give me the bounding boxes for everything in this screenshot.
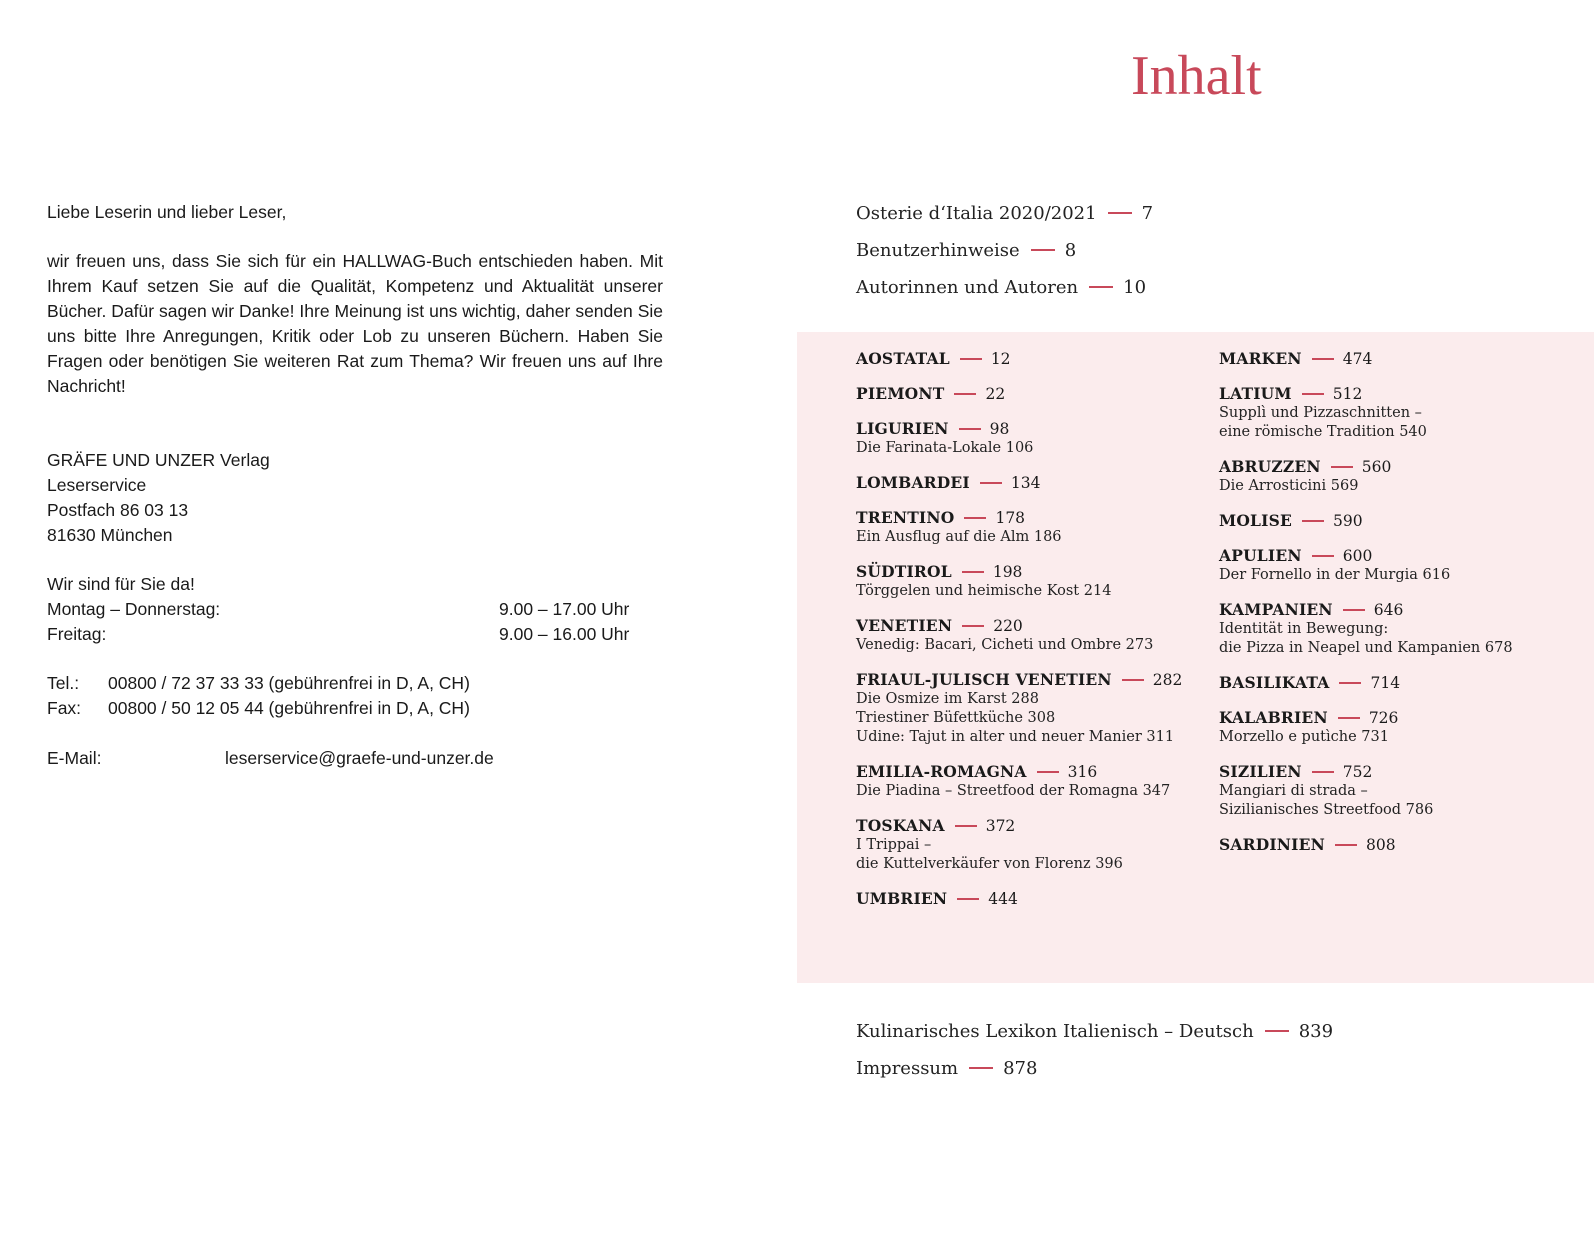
region-entry <box>1219 349 1549 369</box>
tel-row <box>47 671 663 696</box>
region-subentry: Supplì und Pizzaschnitten – <box>1219 405 1422 421</box>
region-heading <box>1219 511 1549 531</box>
region-subentry: Ein Ausflug auf die Alm 186 <box>856 529 1062 545</box>
toc-entry-label: Autorinnen und Autoren <box>856 277 1079 298</box>
weekdays-label: Montag – Donnerstag: <box>47 599 221 619</box>
region-name: APULIEN <box>1219 546 1302 565</box>
dash-divider <box>962 571 984 573</box>
region-name: LIGURIEN <box>856 419 949 438</box>
region-name: MOLISE <box>1219 511 1293 530</box>
region-page: 600 <box>1342 547 1373 565</box>
dash-divider <box>969 1067 993 1069</box>
region-entry <box>856 562 1196 601</box>
region-subentry: Die Osmize im Karst 288 <box>856 691 1039 707</box>
region-entry <box>1219 708 1549 747</box>
region-entry <box>856 508 1196 547</box>
region-subentry: Der Fornello in der Murgia 616 <box>1219 567 1451 583</box>
toc-entry-label: Kulinarisches Lexikon Italienisch – Deutsch <box>856 1021 1254 1042</box>
reader-service-page <box>47 200 663 771</box>
region-entry <box>1219 511 1549 531</box>
region-page: 560 <box>1361 458 1392 476</box>
region-entry <box>1219 835 1549 855</box>
opening-hours <box>47 572 663 647</box>
region-page: 474 <box>1342 350 1373 368</box>
region-name: TOSKANA <box>856 816 945 835</box>
region-entry <box>1219 546 1549 585</box>
region-heading <box>1219 600 1549 620</box>
toc-entry-page: 7 <box>1141 203 1154 224</box>
region-entry <box>1219 600 1549 658</box>
region-heading <box>856 816 1196 836</box>
region-entry <box>856 816 1196 874</box>
toc-front-entry <box>856 202 1153 226</box>
region-page: 372 <box>985 817 1016 835</box>
dash-divider <box>1312 358 1334 360</box>
region-heading <box>1219 673 1549 693</box>
region-heading <box>856 889 1196 909</box>
region-name: FRIAUL-JULISCH VENETIEN <box>856 670 1112 689</box>
toc-back-entry <box>856 1057 1037 1081</box>
region-page: 12 <box>990 350 1011 368</box>
region-subentry: Mangiari di strada – <box>1219 783 1368 799</box>
region-entry <box>1219 762 1549 820</box>
dash-divider <box>1302 520 1324 522</box>
region-name: LATIUM <box>1219 384 1292 403</box>
region-name: AOSTATAL <box>856 349 950 368</box>
region-subentry: die Kuttelverkäufer von Florenz 396 <box>856 856 1123 872</box>
region-name: KALABRIEN <box>1219 708 1328 727</box>
region-heading <box>856 616 1196 636</box>
region-subentry: Identität in Bewegung: <box>1219 621 1389 637</box>
region-subentry: Morzello e putìche 731 <box>1219 729 1389 745</box>
region-name: LOMBARDEI <box>856 473 970 492</box>
region-subentry: Die Farinata-Lokale 106 <box>856 440 1034 456</box>
region-subentry: Triestiner Büfettküche 308 <box>856 710 1056 726</box>
region-subentry: Die Arrosticini 569 <box>1219 478 1359 494</box>
fax-label: Fax: <box>47 698 82 718</box>
dash-divider <box>1031 249 1055 251</box>
region-subentry: Sizilianisches Streetfood 786 <box>1219 802 1434 818</box>
region-name: VENETIEN <box>856 616 953 635</box>
region-page: 646 <box>1373 601 1404 619</box>
region-name: BASILIKATA <box>1219 673 1330 692</box>
region-entry <box>856 349 1196 369</box>
region-subentry: Udine: Tajut in alter und neuer Manier 311 <box>856 729 1175 745</box>
weekdays-time: 9.00 – 17.00 Uhr <box>499 599 630 619</box>
friday-label: Freitag: <box>47 624 107 644</box>
region-heading <box>1219 835 1549 855</box>
region-heading <box>1219 762 1549 782</box>
greeting: Liebe Leserin und lieber Leser, <box>47 202 287 222</box>
region-heading <box>856 473 1196 493</box>
region-entry <box>856 762 1196 801</box>
region-page: 198 <box>992 563 1023 581</box>
dash-divider <box>980 482 1002 484</box>
region-entry <box>1219 457 1549 496</box>
tel-value: 00800 / 72 37 33 33 (gebührenfrei in D, A, CH) <box>108 673 470 693</box>
region-entry <box>856 670 1196 747</box>
region-name: MARKEN <box>1219 349 1302 368</box>
toc-entry-page: 8 <box>1064 240 1077 261</box>
region-page: 282 <box>1152 671 1183 689</box>
region-name: SIZILIEN <box>1219 762 1302 781</box>
dash-divider <box>954 393 976 395</box>
regions-column-right <box>1219 349 1549 870</box>
toc-title: Inhalt <box>1131 45 1262 107</box>
region-page: 22 <box>985 385 1006 403</box>
region-subentry: Venedig: Bacari, Cicheti und Ombre 273 <box>856 637 1154 653</box>
friday-time: 9.00 – 16.00 Uhr <box>499 624 630 644</box>
dash-divider <box>1122 679 1144 681</box>
region-name: ABRUZZEN <box>1219 457 1321 476</box>
dash-divider <box>962 625 984 627</box>
region-entry <box>856 419 1196 458</box>
region-page: 590 <box>1333 512 1363 530</box>
dash-divider <box>1331 466 1353 468</box>
region-page: 512 <box>1332 385 1363 403</box>
region-subentry: Törggelen und heimische Kost 214 <box>856 583 1112 599</box>
toc-entry-label: Osterie d‘Italia 2020/2021 <box>856 203 1097 224</box>
dash-divider <box>1338 717 1360 719</box>
fax-value: 00800 / 50 12 05 44 (gebührenfrei in D, A, CH) <box>108 698 470 718</box>
region-name: SÜDTIROL <box>856 562 952 581</box>
email-label: E-Mail: <box>47 748 102 768</box>
region-entry <box>1219 384 1549 442</box>
region-subentry: die Pizza in Neapel und Kampanien 678 <box>1219 640 1513 656</box>
hours-row-friday <box>47 622 663 647</box>
region-heading <box>856 419 1196 439</box>
toc-back-entry <box>856 1020 1333 1044</box>
dash-divider <box>1312 771 1334 773</box>
region-name: KAMPANIEN <box>1219 600 1333 619</box>
region-page: 726 <box>1368 709 1399 727</box>
region-entry <box>856 889 1196 909</box>
region-page: 752 <box>1342 763 1373 781</box>
dash-divider <box>1335 844 1357 846</box>
publisher-address <box>47 448 663 548</box>
company-name: GRÄFE UND UNZER Verlag <box>47 450 270 470</box>
toc-entry-page: 878 <box>1003 1058 1038 1079</box>
region-name: EMILIA-ROMAGNA <box>856 762 1027 781</box>
region-subentry: Die Piadina – Streetfood der Romagna 347 <box>856 783 1171 799</box>
region-name: SARDINIEN <box>1219 835 1325 854</box>
dash-divider <box>964 517 986 519</box>
toc-entry-page: 839 <box>1298 1021 1334 1042</box>
region-subentry: I Trippai – <box>856 837 932 853</box>
dash-divider <box>1265 1030 1289 1032</box>
contact-block <box>47 671 663 771</box>
tel-label: Tel.: <box>47 673 80 693</box>
region-heading <box>1219 349 1549 369</box>
toc-entry-label: Benutzerhinweise <box>856 240 1020 261</box>
hours-row-weekdays <box>47 597 663 622</box>
region-heading <box>1219 708 1549 728</box>
region-entry <box>856 384 1196 404</box>
region-heading <box>856 562 1196 582</box>
region-heading <box>1219 384 1549 404</box>
region-name: PIEMONT <box>856 384 945 403</box>
hours-heading: Wir sind für Sie da! <box>47 574 195 594</box>
dash-divider <box>960 358 982 360</box>
toc-front-entry <box>856 276 1146 300</box>
city: 81630 München <box>47 525 173 545</box>
dash-divider <box>955 825 977 827</box>
region-page: 714 <box>1370 674 1401 692</box>
region-heading <box>856 384 1196 404</box>
region-entry <box>1219 673 1549 693</box>
postbox: Postfach 86 03 13 <box>47 500 189 520</box>
fax-row <box>47 696 663 721</box>
region-heading <box>856 670 1196 690</box>
dash-divider <box>1302 393 1324 395</box>
dash-divider <box>1089 286 1113 288</box>
regions-column-left <box>856 349 1196 924</box>
region-heading <box>1219 457 1549 477</box>
region-heading <box>1219 546 1549 566</box>
region-name: UMBRIEN <box>856 889 948 908</box>
region-page: 98 <box>989 420 1010 438</box>
dash-divider <box>1343 609 1365 611</box>
toc-entry-page: 10 <box>1123 277 1147 298</box>
region-entry <box>856 473 1196 493</box>
region-page: 134 <box>1010 474 1041 492</box>
intro-paragraph: wir freuen uns, dass Sie sich für ein HALLWAG-Buch entschieden haben. Mit Ihrem Kauf setzen Sie auf die Qualität, Kompetenz und Aktualität unserer Bücher. Dafür sagen wir Danke! Ihre Meinung ist uns wichtig, daher senden Sie uns bitte Ihre Anregungen, Kritik oder Lob zu unseren Büchern. Haben Sie Fragen oder benötigen Sie weiteren Rat zum Thema? Wir freuen uns auf Ihre Nachricht! <box>47 251 663 396</box>
dash-divider <box>1339 682 1361 684</box>
region-heading <box>856 508 1196 528</box>
toc-front-entry <box>856 239 1076 263</box>
dash-divider <box>957 898 979 900</box>
department: Leserservice <box>47 475 147 495</box>
dash-divider <box>1037 771 1059 773</box>
email-row <box>47 746 663 771</box>
region-page: 808 <box>1366 836 1396 854</box>
dash-divider <box>959 428 981 430</box>
email-value: leserservice@graefe-und-unzer.de <box>225 748 494 768</box>
region-heading <box>856 762 1196 782</box>
region-name: TRENTINO <box>856 508 955 527</box>
region-page: 316 <box>1067 763 1098 781</box>
region-page: 444 <box>988 890 1018 908</box>
region-subentry: eine römische Tradition 540 <box>1219 424 1427 440</box>
region-heading <box>856 349 1196 369</box>
dash-divider <box>1312 555 1334 557</box>
dash-divider <box>1108 212 1132 214</box>
region-page: 178 <box>995 509 1026 527</box>
toc-entry-label: Impressum <box>856 1058 959 1079</box>
region-page: 220 <box>993 617 1023 635</box>
region-entry <box>856 616 1196 655</box>
